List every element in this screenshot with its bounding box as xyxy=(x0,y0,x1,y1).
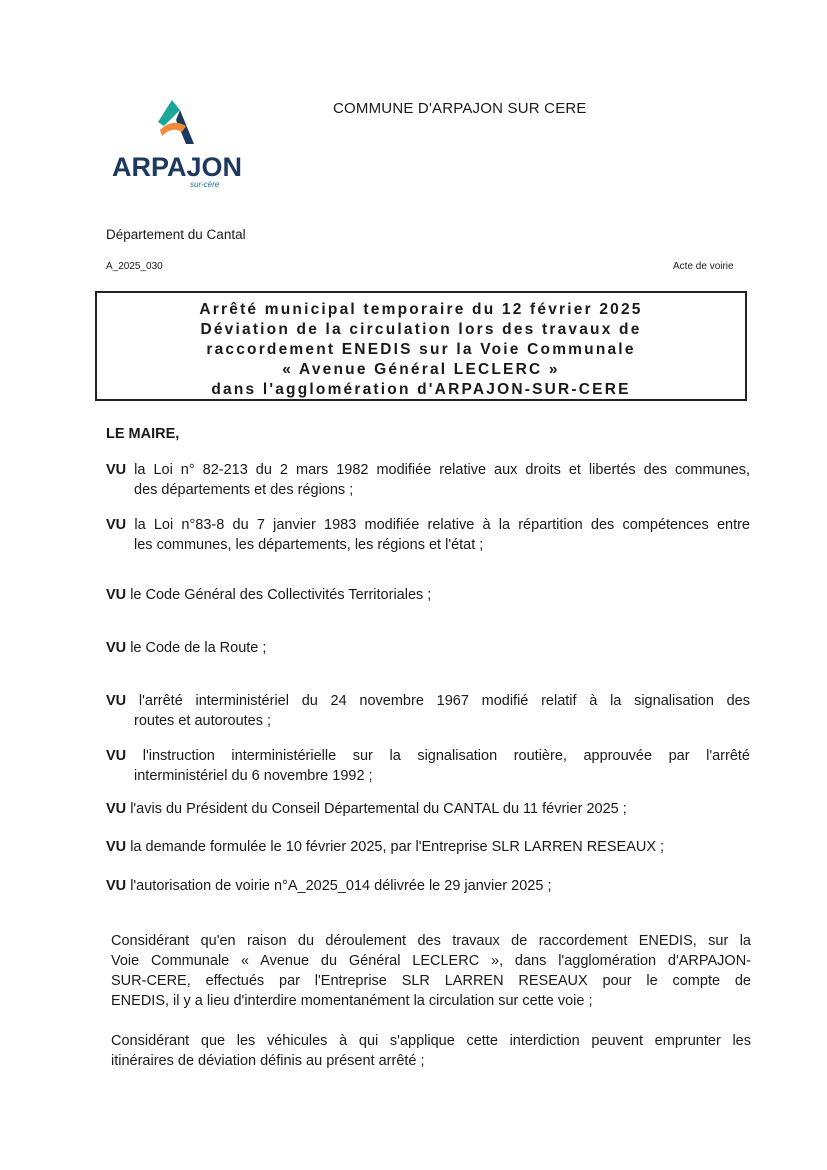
paragraph-line: Considérant que les véhicules à qui s'applique cette interdiction peuvent emprunter les xyxy=(111,1033,751,1049)
vu-keyword: VU xyxy=(106,587,127,603)
vu-text-continued: des départements et des régions ; xyxy=(134,482,354,498)
vu-keyword: VU xyxy=(106,693,127,709)
logo-a-mark-icon xyxy=(150,100,196,152)
vu-text: le Code de la Route ; xyxy=(130,640,267,656)
logo-subtitle: sur-cère xyxy=(190,180,220,189)
paragraph-line: itinéraires de déviation définis au présent arrêté ; xyxy=(111,1053,425,1069)
title-line: dans l'agglomération d'ARPAJON-SUR-CERE xyxy=(211,381,631,398)
vu-clause xyxy=(106,585,750,605)
title-line: raccordement ENEDIS sur la Voie Communale xyxy=(206,341,636,358)
paragraph-line: Voie Communale « Avenue du Général LECLERC », dans l'agglomération d'ARPAJON- xyxy=(111,953,751,969)
vu-clause xyxy=(106,799,750,819)
considerant-paragraph xyxy=(111,931,751,1011)
vu-keyword: VU xyxy=(106,517,127,533)
department-label: Département du Cantal xyxy=(106,227,246,242)
vu-clause xyxy=(106,460,750,500)
vu-keyword: VU xyxy=(106,801,127,817)
vu-keyword: VU xyxy=(106,878,127,894)
title-line: Déviation de la circulation lors des travaux de xyxy=(200,321,642,338)
vu-keyword: VU xyxy=(106,640,127,656)
vu-text-continued: interministériel du 6 novembre 1992 ; xyxy=(134,768,373,784)
vu-text-continued: les communes, les départements, les régions et l'état ; xyxy=(134,537,484,553)
decree-title-box xyxy=(95,291,747,401)
vu-clause xyxy=(106,691,750,731)
paragraph-line: SUR-CERE, effectués par l'Entreprise SLR LARREN RESEAUX pour le compte de xyxy=(111,973,751,989)
title-line: Arrêté municipal temporaire du 12 février 2025 xyxy=(199,301,643,318)
vu-text: la demande formulée le 10 février 2025, par l'Entreprise SLR LARREN RESEAUX ; xyxy=(130,839,665,855)
arpajon-logo xyxy=(112,100,243,195)
vu-clause xyxy=(106,837,750,857)
paragraph-line: ENEDIS, il y a lieu d'interdire momentanément la circulation sur cette voie ; xyxy=(111,993,593,1009)
paragraph-line: Considérant qu'en raison du déroulement des travaux de raccordement ENEDIS, sur la xyxy=(111,933,751,949)
vu-keyword: VU xyxy=(106,839,127,855)
vu-clause xyxy=(106,515,750,555)
vu-clause xyxy=(106,876,750,896)
vu-text: l'autorisation de voirie n°A_2025_014 délivrée le 29 janvier 2025 ; xyxy=(130,878,552,894)
vu-text: le Code Général des Collectivités Territoriales ; xyxy=(130,587,432,603)
vu-text-continued: routes et autoroutes ; xyxy=(134,713,272,729)
vu-text: l'instruction interministérielle sur la signalisation routière, approuvée par l'arrêté xyxy=(142,748,751,764)
act-reference: A_2025_030 xyxy=(106,261,163,272)
commune-name: COMMUNE D'ARPAJON SUR CERE xyxy=(333,100,587,117)
vu-text: la Loi n° 82-213 du 2 mars 1982 modifiée relative aux droits et libertés des communes, xyxy=(134,462,750,478)
vu-text: l'arrêté interministériel du 24 novembre 1967 modifié relatif à la signalisation des xyxy=(138,693,750,709)
vu-keyword: VU xyxy=(106,462,127,478)
vu-keyword: VU xyxy=(106,748,127,764)
logo-wordmark: ARPAJON xyxy=(112,152,243,182)
vu-clause xyxy=(106,746,750,786)
title-line: « Avenue Général LECLERC » xyxy=(282,361,560,378)
le-maire-heading: LE MAIRE, xyxy=(106,426,180,442)
vu-clause xyxy=(106,638,750,658)
vu-text: l'avis du Président du Conseil Départemental du CANTAL du 11 février 2025 ; xyxy=(130,801,627,817)
act-type: Acte de voirie xyxy=(673,261,734,272)
vu-text: la Loi n°83-8 du 7 janvier 1983 modifiée relative à la répartition des compétences entre xyxy=(134,517,751,533)
considerant-paragraph xyxy=(111,1031,751,1071)
